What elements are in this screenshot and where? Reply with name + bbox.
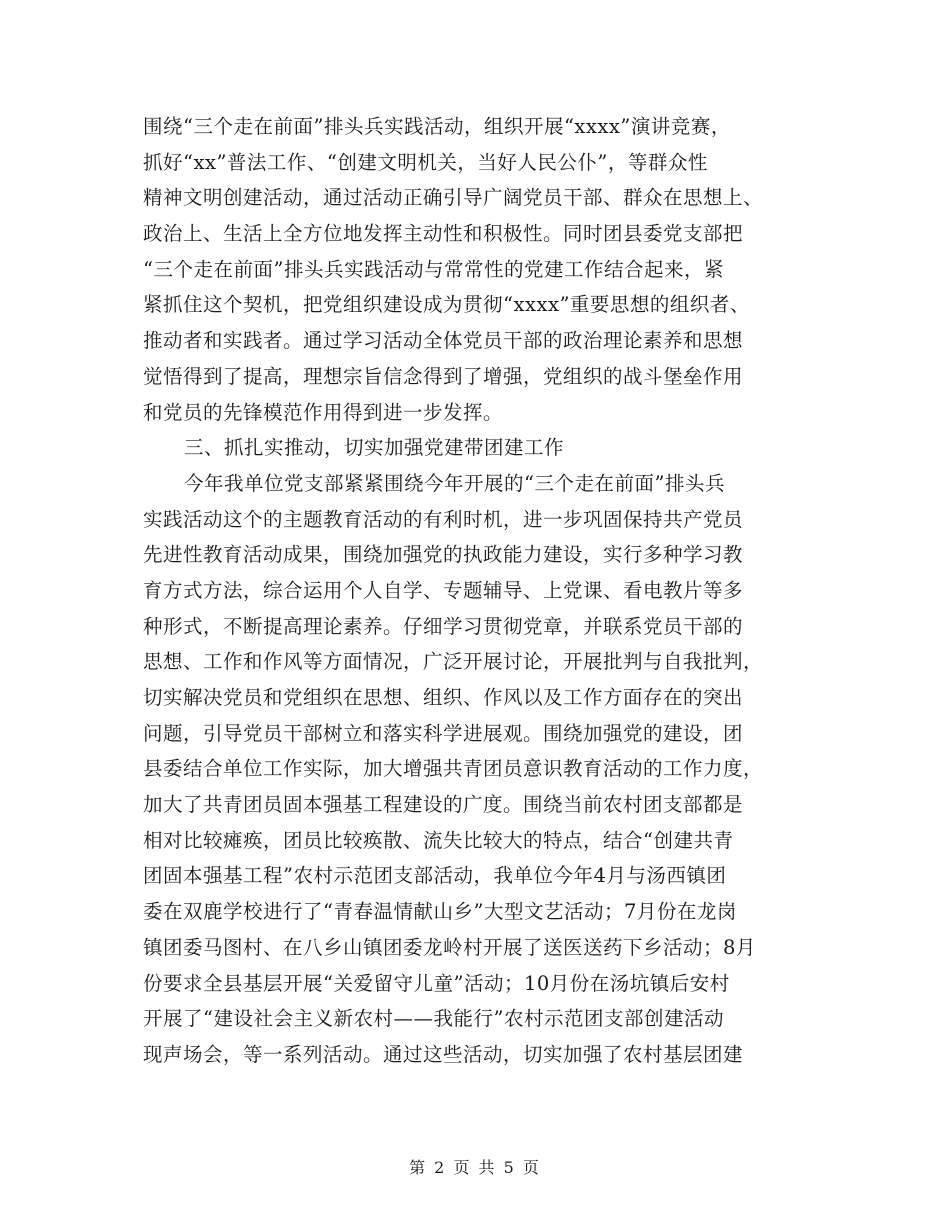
text-line: 份要求全县基层开展“关爱留守儿童”活动；10月份在汤坑镇后安村 [143, 971, 730, 995]
text-line: 种形式，不断提高理论素养。仔细学习贯彻党章，并联系党员干部的 [143, 614, 744, 638]
text-line: 委在双鹿学校进行了“青春温情献山乡”大型文艺活动；7月份在龙岗 [143, 900, 737, 924]
text-line: 相对比较瘫痪，团员比较痪散、流失比较大的特点，结合“创建共青 [143, 828, 734, 852]
text-line: 团固本强基工程”农村示范团支部活动，我单位今年4月与汤西镇团 [143, 864, 727, 888]
page-number-footer: 第 2 页 共 5 页 [409, 1158, 541, 1177]
text-line: 紧抓住这个契机，把党组织建设成为贯彻“xxxx”重要思想的组织者、 [143, 293, 750, 317]
text-line: 现声场会，等一系列活动。通过这些活动，切实加强了农村基层团建 [143, 1042, 744, 1066]
text-line: 政治上、生活上全方位地发挥主动性和积极性。同时团县委党支部把 [143, 222, 744, 246]
text-line: 加大了共青团员固本强基工程建设的广度。围绕当前农村团支部都是 [143, 793, 744, 817]
text-line: 育方式方法，综合运用个人自学、专题辅导、上党课、看电教片等多 [143, 578, 744, 602]
text-line: 县委结合单位工作实际，加大增强共青团员意识教育活动的工作力度， [143, 757, 764, 781]
text-line: 围绕“三个走在前面”排头兵实践活动，组织开展“xxxx”演讲竞赛， [143, 115, 731, 138]
text-line: 开展了“建设社会主义新农村——我能行”农村示范团支部创建活动 [143, 1007, 724, 1031]
paragraph-2 [143, 466, 813, 1073]
text-line: 先进性教育活动成果，围绕加强党的执政能力建设，实行多种学习教 [143, 543, 744, 567]
text-line: 今年我单位党支部紧紧围绕今年开展的“三个走在前面”排头兵 [184, 471, 725, 495]
text-line: 抓好“xx”普法工作、“创建文明机关，当好人民公仆”，等群众性 [143, 150, 708, 174]
text-line: “三个走在前面”排头兵实践活动与常常性的党建工作结合起来，紧 [143, 257, 724, 281]
text-line: 精神文明创建活动，通过活动正确引导广阔党员干部、群众在思想上、 [143, 186, 764, 210]
text-line: 实践活动这个的主题教育活动的有利时机，进一步巩固保持共产党员 [143, 507, 744, 531]
text-line: 问题，引导党员干部树立和落实科学进展观。围绕加强党的建设，团 [143, 721, 744, 745]
text-line: 镇团委马图村、在八乡山镇团委龙岭村开展了送医送药下乡活动；8月 [143, 935, 756, 959]
section-heading: 三、抓扎实推动，切实加强党建带团建工作 [184, 436, 565, 460]
document-body [143, 109, 813, 1073]
text-line: 切实解决党员和党组织在思想、组织、作风以及工作方面存在的突出 [143, 686, 744, 709]
text-line: 推动者和实践者。通过学习活动全体党员干部的政治理论素养和思想 [143, 329, 744, 353]
text-line: 觉悟得到了提高，理想宗旨信念得到了增强，党组织的战斗堡垒作用 [143, 364, 744, 388]
text-line: 思想、工作和作风等方面情况，广泛开展讨论，开展批判与自我批判， [143, 650, 764, 674]
text-line: 和党员的先锋模范作用得到进一步发挥。 [143, 400, 504, 424]
paragraph-1 [143, 109, 813, 430]
